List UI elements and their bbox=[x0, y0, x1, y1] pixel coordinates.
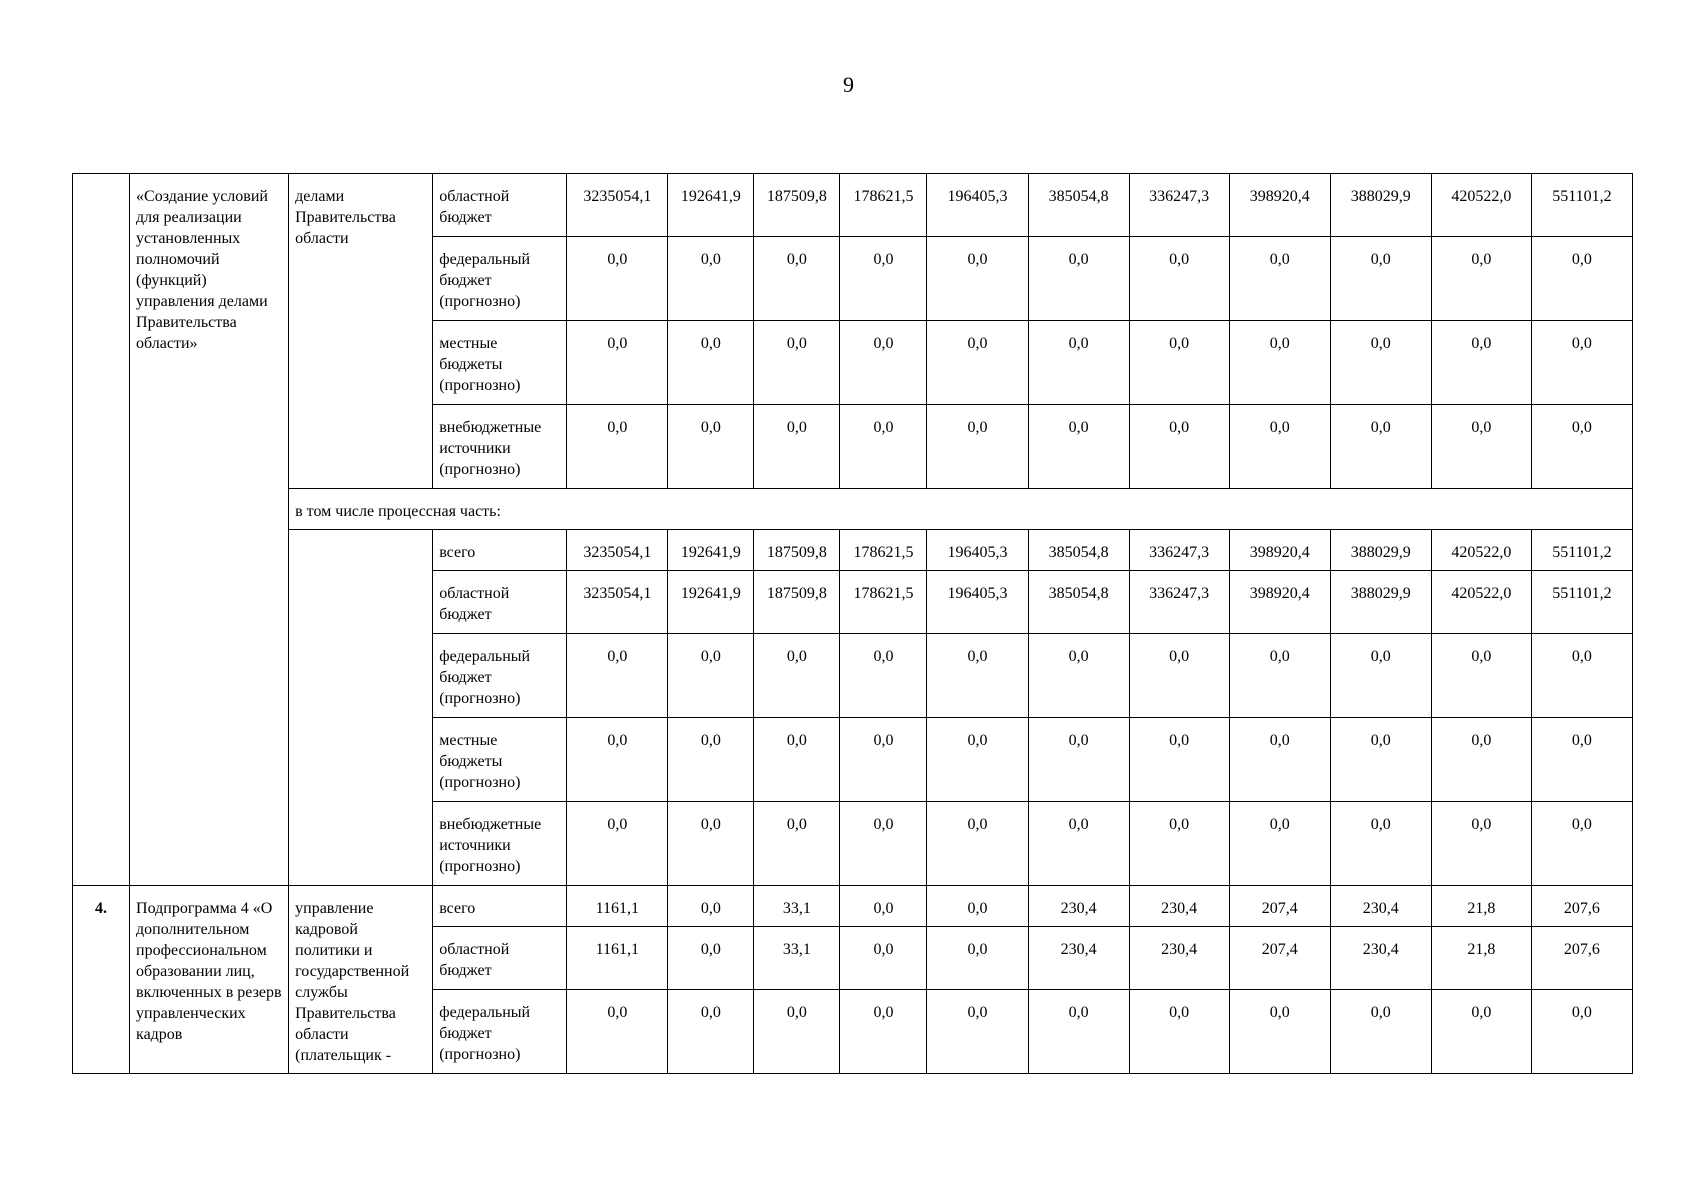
value-cell: 0,0 bbox=[668, 927, 754, 990]
value-cell: 0,0 bbox=[668, 802, 754, 886]
value-cell: 0,0 bbox=[927, 405, 1028, 489]
value-cell: 0,0 bbox=[1229, 990, 1330, 1074]
value-cell: 187509,8 bbox=[754, 571, 840, 634]
executor-cell bbox=[289, 530, 433, 886]
value-cell: 336247,3 bbox=[1129, 571, 1229, 634]
value-cell: 0,0 bbox=[1431, 990, 1531, 1074]
budget-table bbox=[72, 173, 1633, 1074]
value-cell: 0,0 bbox=[668, 990, 754, 1074]
value-cell: 0,0 bbox=[1229, 405, 1330, 489]
value-cell: 0,0 bbox=[1330, 990, 1431, 1074]
value-cell: 230,4 bbox=[1028, 886, 1129, 927]
value-cell: 0,0 bbox=[927, 990, 1028, 1074]
value-cell: 230,4 bbox=[1330, 927, 1431, 990]
value-cell: 192641,9 bbox=[668, 530, 754, 571]
value-cell: 207,6 bbox=[1531, 927, 1632, 990]
value-cell: 0,0 bbox=[1330, 718, 1431, 802]
value-cell: 0,0 bbox=[840, 718, 927, 802]
funding-source: федеральный бюджет (прогнозно) bbox=[433, 990, 567, 1074]
value-cell: 0,0 bbox=[567, 405, 668, 489]
value-cell: 0,0 bbox=[1330, 802, 1431, 886]
funding-source: федеральный бюджет (прогнозно) bbox=[433, 634, 567, 718]
value-cell: 0,0 bbox=[840, 927, 927, 990]
value-cell: 33,1 bbox=[754, 886, 840, 927]
measure-title-cell: «Создание условий для реализации установленных полномочий (функций) управления делами Правительства области» bbox=[130, 174, 289, 886]
process-part-label: в том числе процессная часть: bbox=[289, 489, 1633, 530]
value-cell: 385054,8 bbox=[1028, 530, 1129, 571]
value-cell: 551101,2 bbox=[1531, 571, 1632, 634]
value-cell: 0,0 bbox=[1229, 802, 1330, 886]
value-cell: 0,0 bbox=[840, 990, 927, 1074]
value-cell: 3235054,1 bbox=[567, 174, 668, 237]
value-cell: 0,0 bbox=[1129, 990, 1229, 1074]
funding-source: областной бюджет bbox=[433, 927, 567, 990]
value-cell: 0,0 bbox=[1028, 405, 1129, 489]
value-cell: 230,4 bbox=[1129, 927, 1229, 990]
value-cell: 0,0 bbox=[668, 405, 754, 489]
value-cell: 0,0 bbox=[927, 321, 1028, 405]
value-cell: 0,0 bbox=[840, 237, 927, 321]
value-cell: 0,0 bbox=[1229, 321, 1330, 405]
value-cell: 0,0 bbox=[754, 405, 840, 489]
value-cell: 0,0 bbox=[1129, 718, 1229, 802]
value-cell: 0,0 bbox=[567, 990, 668, 1074]
measure-title-cell: Подпрограмма 4 «О дополнительном профессиональном образовании лиц, включенных в резерв управленческих кадров bbox=[130, 886, 289, 1074]
value-cell: 0,0 bbox=[1229, 237, 1330, 321]
value-cell: 0,0 bbox=[1028, 237, 1129, 321]
value-cell: 0,0 bbox=[668, 718, 754, 802]
value-cell: 0,0 bbox=[1431, 634, 1531, 718]
value-cell: 0,0 bbox=[840, 886, 927, 927]
funding-source: областной бюджет bbox=[433, 174, 567, 237]
value-cell: 0,0 bbox=[567, 802, 668, 886]
value-cell: 0,0 bbox=[1330, 321, 1431, 405]
value-cell: 230,4 bbox=[1129, 886, 1229, 927]
value-cell: 0,0 bbox=[1431, 405, 1531, 489]
value-cell: 0,0 bbox=[754, 237, 840, 321]
value-cell: 0,0 bbox=[1028, 990, 1129, 1074]
value-cell: 388029,9 bbox=[1330, 174, 1431, 237]
value-cell: 196405,3 bbox=[927, 571, 1028, 634]
funding-source: федеральный бюджет (прогнозно) bbox=[433, 237, 567, 321]
value-cell: 0,0 bbox=[1028, 321, 1129, 405]
value-cell: 0,0 bbox=[1431, 718, 1531, 802]
row-number-cell bbox=[73, 174, 130, 886]
executor-cell: делами Правительства области bbox=[289, 174, 433, 489]
value-cell: 0,0 bbox=[927, 237, 1028, 321]
value-cell: 0,0 bbox=[927, 718, 1028, 802]
value-cell: 178621,5 bbox=[840, 530, 927, 571]
value-cell: 388029,9 bbox=[1330, 530, 1431, 571]
value-cell: 0,0 bbox=[567, 321, 668, 405]
value-cell: 398920,4 bbox=[1229, 174, 1330, 237]
value-cell: 336247,3 bbox=[1129, 530, 1229, 571]
value-cell: 0,0 bbox=[1431, 802, 1531, 886]
funding-source: местные бюджеты (прогнозно) bbox=[433, 321, 567, 405]
value-cell: 0,0 bbox=[1531, 634, 1632, 718]
value-cell: 0,0 bbox=[1330, 405, 1431, 489]
page-number: 9 bbox=[843, 72, 854, 97]
value-cell: 0,0 bbox=[1431, 237, 1531, 321]
value-cell: 0,0 bbox=[840, 321, 927, 405]
value-cell: 0,0 bbox=[567, 718, 668, 802]
value-cell: 0,0 bbox=[754, 802, 840, 886]
value-cell: 1161,1 bbox=[567, 927, 668, 990]
value-cell: 33,1 bbox=[754, 927, 840, 990]
value-cell: 3235054,1 bbox=[567, 571, 668, 634]
value-cell: 388029,9 bbox=[1330, 571, 1431, 634]
value-cell: 0,0 bbox=[754, 634, 840, 718]
value-cell: 0,0 bbox=[1028, 634, 1129, 718]
funding-source: местные бюджеты (прогнозно) bbox=[433, 718, 567, 802]
value-cell: 398920,4 bbox=[1229, 530, 1330, 571]
value-cell: 0,0 bbox=[668, 634, 754, 718]
value-cell: 0,0 bbox=[1129, 321, 1229, 405]
value-cell: 0,0 bbox=[927, 802, 1028, 886]
value-cell: 1161,1 bbox=[567, 886, 668, 927]
row-number-cell: 4. bbox=[73, 886, 130, 1074]
value-cell: 0,0 bbox=[1531, 802, 1632, 886]
value-cell: 0,0 bbox=[1129, 237, 1229, 321]
value-cell: 0,0 bbox=[754, 990, 840, 1074]
value-cell: 187509,8 bbox=[754, 174, 840, 237]
value-cell: 207,4 bbox=[1229, 886, 1330, 927]
value-cell: 0,0 bbox=[840, 405, 927, 489]
funding-source: всего bbox=[433, 886, 567, 927]
value-cell: 178621,5 bbox=[840, 174, 927, 237]
value-cell: 0,0 bbox=[1330, 237, 1431, 321]
value-cell: 420522,0 bbox=[1431, 571, 1531, 634]
value-cell: 0,0 bbox=[1129, 802, 1229, 886]
value-cell: 0,0 bbox=[567, 634, 668, 718]
value-cell: 0,0 bbox=[1531, 405, 1632, 489]
value-cell: 0,0 bbox=[1229, 718, 1330, 802]
value-cell: 0,0 bbox=[840, 634, 927, 718]
value-cell: 0,0 bbox=[1531, 990, 1632, 1074]
value-cell: 187509,8 bbox=[754, 530, 840, 571]
value-cell: 0,0 bbox=[1229, 634, 1330, 718]
value-cell: 0,0 bbox=[1129, 405, 1229, 489]
value-cell: 420522,0 bbox=[1431, 174, 1531, 237]
value-cell: 230,4 bbox=[1028, 927, 1129, 990]
value-cell: 398920,4 bbox=[1229, 571, 1330, 634]
value-cell: 551101,2 bbox=[1531, 174, 1632, 237]
value-cell: 207,6 bbox=[1531, 886, 1632, 927]
value-cell: 0,0 bbox=[1330, 634, 1431, 718]
table-row bbox=[73, 886, 1633, 927]
value-cell: 0,0 bbox=[840, 802, 927, 886]
value-cell: 420522,0 bbox=[1431, 530, 1531, 571]
value-cell: 0,0 bbox=[1028, 802, 1129, 886]
value-cell: 0,0 bbox=[1028, 718, 1129, 802]
funding-source: всего bbox=[433, 530, 567, 571]
value-cell: 0,0 bbox=[754, 718, 840, 802]
value-cell: 21,8 bbox=[1431, 927, 1531, 990]
table-row bbox=[73, 174, 1633, 237]
value-cell: 192641,9 bbox=[668, 174, 754, 237]
value-cell: 0,0 bbox=[668, 886, 754, 927]
value-cell: 192641,9 bbox=[668, 571, 754, 634]
value-cell: 0,0 bbox=[927, 927, 1028, 990]
value-cell: 0,0 bbox=[1531, 321, 1632, 405]
value-cell: 0,0 bbox=[1431, 321, 1531, 405]
value-cell: 21,8 bbox=[1431, 886, 1531, 927]
value-cell: 385054,8 bbox=[1028, 174, 1129, 237]
value-cell: 3235054,1 bbox=[567, 530, 668, 571]
value-cell: 336247,3 bbox=[1129, 174, 1229, 237]
value-cell: 207,4 bbox=[1229, 927, 1330, 990]
value-cell: 0,0 bbox=[1531, 237, 1632, 321]
value-cell: 551101,2 bbox=[1531, 530, 1632, 571]
funding-source: внебюджетные источники (прогнозно) bbox=[433, 802, 567, 886]
table-row bbox=[73, 530, 1633, 571]
funding-source: областной бюджет bbox=[433, 571, 567, 634]
value-cell: 385054,8 bbox=[1028, 571, 1129, 634]
value-cell: 0,0 bbox=[567, 237, 668, 321]
value-cell: 230,4 bbox=[1330, 886, 1431, 927]
table-row bbox=[73, 489, 1633, 530]
funding-source: внебюджетные источники (прогнозно) bbox=[433, 405, 567, 489]
value-cell: 0,0 bbox=[1531, 718, 1632, 802]
value-cell: 196405,3 bbox=[927, 530, 1028, 571]
executor-cell: управление кадровой политики и государственной службы Правительства области (плательщик - bbox=[289, 886, 433, 1074]
value-cell: 0,0 bbox=[668, 237, 754, 321]
value-cell: 0,0 bbox=[668, 321, 754, 405]
value-cell: 0,0 bbox=[927, 886, 1028, 927]
value-cell: 178621,5 bbox=[840, 571, 927, 634]
value-cell: 0,0 bbox=[927, 634, 1028, 718]
value-cell: 196405,3 bbox=[927, 174, 1028, 237]
value-cell: 0,0 bbox=[1129, 634, 1229, 718]
value-cell: 0,0 bbox=[754, 321, 840, 405]
